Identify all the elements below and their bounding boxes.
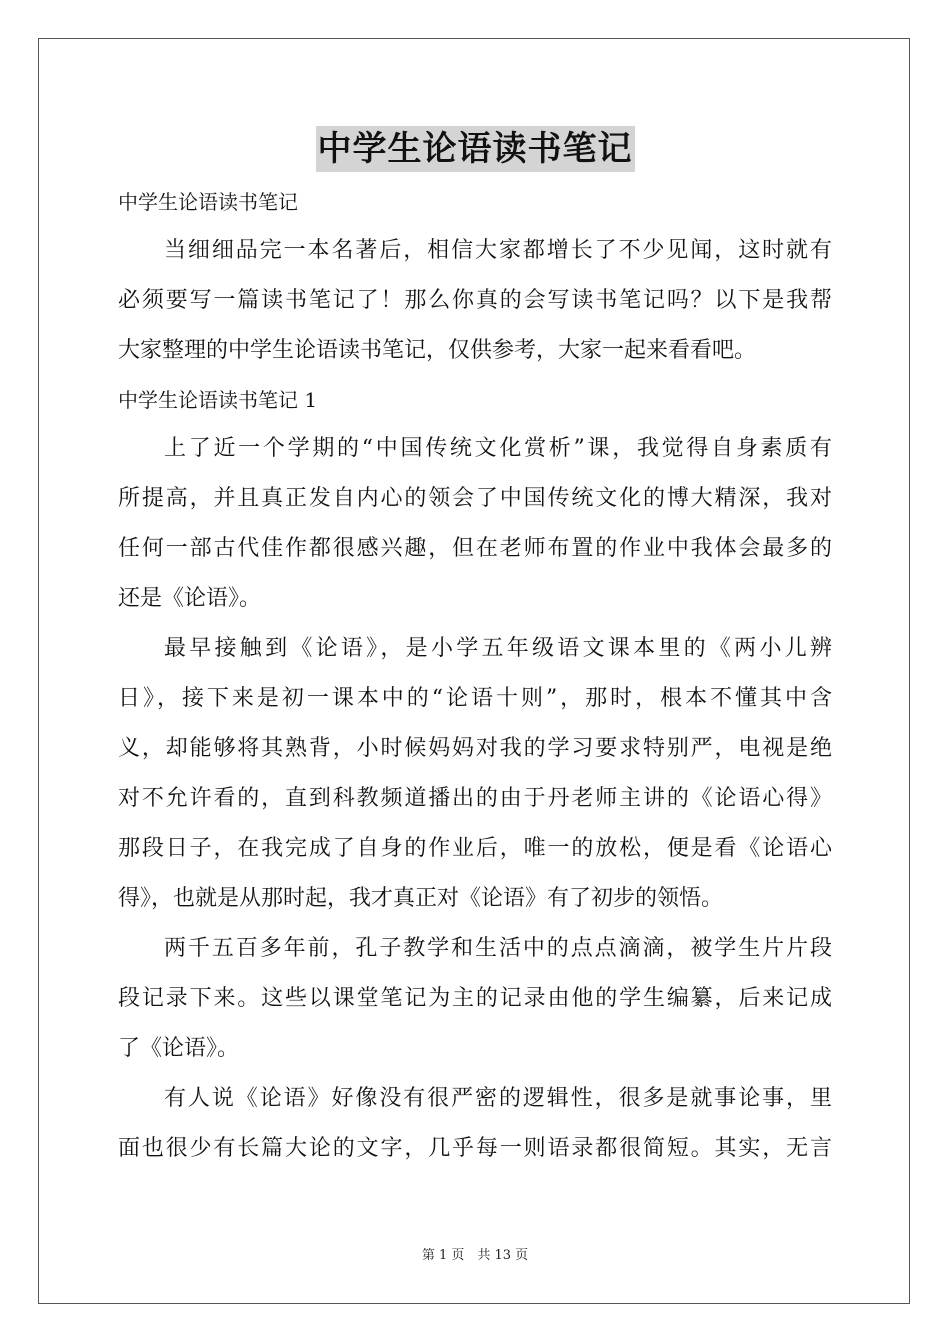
paragraph-line: 对不允许看的，直到科教频道播出的由于丹老师主讲的《论语心得》	[118, 786, 832, 811]
section-heading: 中学生论语读书笔记 1	[118, 388, 318, 412]
document-title: 中学生论语读书笔记	[316, 126, 635, 172]
paragraph-3	[118, 924, 832, 1074]
paragraph-line: 义，却能够将其熟背，小时候妈妈对我的学习要求特别严，电视是绝	[118, 736, 832, 761]
paragraph-line: 上了近一个学期的“中国传统文化赏析”课，我觉得自身素质有	[164, 436, 832, 461]
paragraph-line: 那段日子，在我完成了自身的作业后，唯一的放松，便是看《论语心	[118, 836, 832, 861]
paragraph-line: 当细细品完一本名著后，相信大家都增长了不少见闻，这时就有	[164, 238, 832, 263]
paragraph-line: 最早接触到《论语》，是小学五年级语文课本里的《两小儿辨	[164, 636, 832, 661]
paragraph-line: 了《论语》。	[118, 1036, 240, 1061]
paragraph-2	[118, 624, 832, 924]
paragraph-line: 所提高，并且真正发自内心的领会了中国传统文化的博大精深，我对	[118, 486, 832, 511]
paragraph-line: 得》，也就是从那时起，我才真正对《论语》有了初步的领悟。	[118, 886, 724, 911]
paragraph-line: 大家整理的中学生论语读书笔记，仅供参考，大家一起来看看吧。	[118, 338, 757, 363]
paragraph-line: 必须要写一篇读书笔记了！那么你真的会写读书笔记吗？以下是我帮	[118, 288, 832, 313]
paragraph-line: 日》，接下来是初一课本中的“论语十则”，那时，根本不懂其中含	[118, 686, 832, 711]
paragraph-line: 段记录下来。这些以课堂笔记为主的记录由他的学生编纂，后来记成	[118, 986, 832, 1011]
paragraph-line: 还是《论语》。	[118, 586, 262, 611]
document-body	[118, 178, 832, 1174]
paragraph-1	[118, 424, 832, 624]
paragraph-line: 任何一部古代佳作都很感兴趣，但在老师布置的作业中我体会最多的	[118, 536, 832, 561]
page-footer: 第 1 页 共 13 页	[421, 1248, 529, 1263]
title-container	[0, 126, 950, 172]
intro-paragraph	[118, 226, 832, 376]
paragraph-4	[118, 1074, 832, 1174]
paragraph-line: 面也很少有长篇大论的文字，几乎每一则语录都很简短。其实，无言	[118, 1136, 832, 1161]
intro-heading: 中学生论语读书笔记	[118, 190, 298, 214]
paragraph-line: 两千五百多年前，孔子教学和生活中的点点滴滴，被学生片片段	[164, 936, 832, 961]
paragraph-line: 有人说《论语》好像没有很严密的逻辑性，很多是就事论事，里	[164, 1086, 832, 1111]
